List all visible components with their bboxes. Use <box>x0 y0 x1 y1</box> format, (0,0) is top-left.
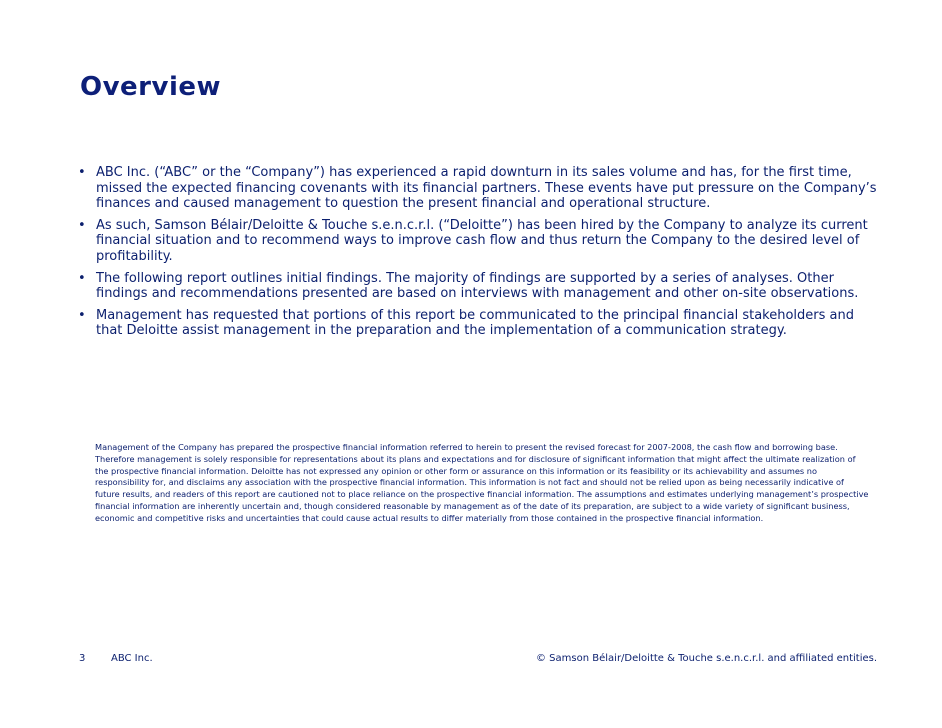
bullet-icon: • <box>78 307 86 323</box>
disclaimer-text: Management of the Company has prepared the prospective financial information referred to herein to present the revised forecast for 2007-2008, the cash flow and borrowing base. Therefore management is solely responsible for representations about its plans and expectations and for disclosure of significant information that might affect the ultimate realization of the prospective financial information. Deloitte has not expressed any opinion or other form or assurance on this information or its feasibility or its achievability and assumes no responsibility for, and disclaims any association with the prospective financial information. This information is not fact and should not be relied upon as being necessarily indicative of future results, and readers of this report are cautioned not to place reliance on the prospective financial information. The assumptions and estimates underlying management’s prospective financial information are inherently uncertain and, though considered reasonable by management as of the date of its preparation, are subject to a wide variety of significant business, economic and competitive risks and uncertainties that could cause actual results to differ materially from those contained in the prospective financial information. <box>95 442 869 523</box>
page-number: 3 <box>79 653 86 664</box>
bullet-icon: • <box>78 165 86 180</box>
bullet-item <box>78 218 878 265</box>
bullet-item <box>78 165 878 212</box>
bullet-item <box>78 308 878 339</box>
bullet-icon: • <box>78 217 86 233</box>
bullet-list <box>78 165 878 345</box>
footer-company-name: ABC Inc. <box>111 653 153 664</box>
page-title: Overview <box>80 72 222 102</box>
footer-copyright: © Samson Bélair/Deloitte & Touche s.e.n.c.r.l. and affiliated entities. <box>536 653 878 664</box>
bullet-text: The following report outlines initial findings. The majority of findings are supported by a series of analyses. Other findings and recommendations presented are based on interviews with management and other on-site observations. <box>96 270 859 302</box>
bullet-item <box>78 271 878 302</box>
bullet-icon: • <box>78 270 86 286</box>
bullet-text: ABC Inc. (“ABC” or the “Company”) has experienced a rapid downturn in its sales volume and has, for the first time, missed the expected financing covenants with its financial partners. These events have put pressure on the Company’s finances and caused management to question the present financial and operational structure. <box>96 165 877 212</box>
bullet-text: Management has requested that portions of this report be communicated to the principal financial stakeholders and that Deloitte assist management in the preparation and the implementation of a communication strategy. <box>96 307 854 339</box>
bullet-text: As such, Samson Bélair/Deloitte & Touche s.e.n.c.r.l. (“Deloitte”) has been hired by the Company to analyze its current financial situation and to recommend ways to improve cash flow and thus return the Company to the desired level of profitability. <box>96 217 868 264</box>
